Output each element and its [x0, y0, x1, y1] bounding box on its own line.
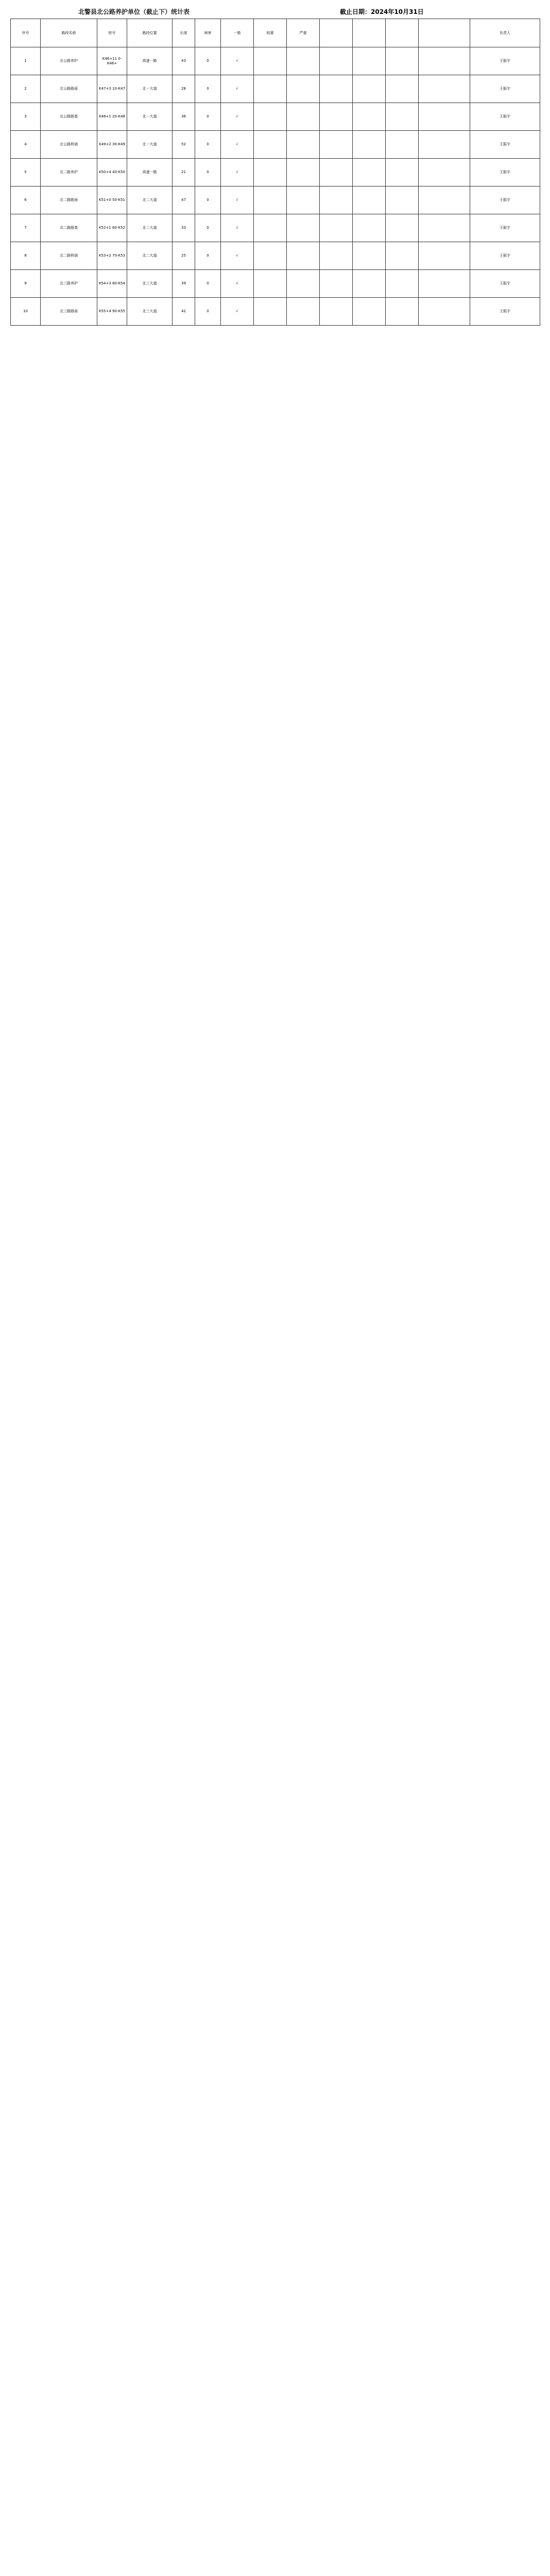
table-cell	[320, 103, 353, 131]
table-cell: 0	[195, 214, 221, 242]
table-cell	[320, 47, 353, 75]
table-row	[11, 298, 540, 326]
table-cell	[254, 131, 287, 159]
table-cell: 北三大道	[127, 270, 173, 298]
table-cell	[287, 242, 320, 270]
table-cell: 北二大道	[127, 214, 173, 242]
table-cell	[386, 47, 419, 75]
table-cell: √	[221, 242, 254, 270]
table-cell	[353, 131, 386, 159]
table-cell: 北三路路面	[41, 298, 97, 326]
col-header: 长度	[173, 19, 195, 47]
table-cell: √	[221, 131, 254, 159]
table-cell: 北一大道	[127, 103, 173, 131]
table-cell: 王振宇	[470, 131, 540, 159]
table-cell: 5	[11, 159, 41, 187]
table-cell: K49+2 30-K49	[97, 131, 127, 159]
table-cell	[353, 298, 386, 326]
table-cell: 王振宇	[470, 75, 540, 103]
col-header: 路段位置	[127, 19, 173, 47]
table-cell: √	[221, 159, 254, 187]
table-cell	[353, 159, 386, 187]
col-header	[386, 19, 419, 47]
table-cell: 北二路路面	[41, 187, 97, 214]
table-cell: 北公路路基	[41, 103, 97, 131]
table-cell: 39	[173, 270, 195, 298]
table-cell	[287, 270, 320, 298]
table-cell: 北二大道	[127, 187, 173, 214]
col-header: 严重	[287, 19, 320, 47]
table-cell	[320, 159, 353, 187]
table-cell	[386, 75, 419, 103]
col-header	[353, 19, 386, 47]
table-cell	[254, 214, 287, 242]
table-cell: 高速一路	[127, 159, 173, 187]
table-cell: 0	[195, 270, 221, 298]
table-cell	[320, 75, 353, 103]
col-header: 序号	[11, 19, 41, 47]
table-cell	[287, 47, 320, 75]
table-cell: 北二大道	[127, 242, 173, 270]
table-cell	[386, 242, 419, 270]
table-row	[11, 214, 540, 242]
table-cell: K51+0 50-K51	[97, 187, 127, 214]
table-cell	[386, 159, 419, 187]
table-cell	[254, 270, 287, 298]
table-cell: 王振宇	[470, 187, 540, 214]
table-cell: 北公路桥涵	[41, 131, 97, 159]
table-cell: 6	[11, 187, 41, 214]
table-cell: 0	[195, 187, 221, 214]
table-row	[11, 159, 540, 187]
table-cell: K48+1 20-K48	[97, 103, 127, 131]
table-cell	[419, 75, 470, 103]
table-cell	[353, 242, 386, 270]
table-cell: K53+2 70-K53	[97, 242, 127, 270]
table-cell	[419, 159, 470, 187]
table-cell: 7	[11, 214, 41, 242]
table-cell: 王振宇	[470, 103, 540, 131]
table-cell: 北一大道	[127, 131, 173, 159]
data-table	[10, 19, 540, 326]
table-cell	[254, 298, 287, 326]
table-cell	[287, 187, 320, 214]
table-cell: 42	[173, 298, 195, 326]
table-cell: K50+4 40-K50	[97, 159, 127, 187]
table-cell	[419, 103, 470, 131]
table-cell	[287, 214, 320, 242]
table-cell	[353, 187, 386, 214]
table-cell: 王振宇	[470, 159, 540, 187]
table-cell	[320, 214, 353, 242]
col-header: 一般	[221, 19, 254, 47]
table-cell	[353, 47, 386, 75]
table-cell	[287, 131, 320, 159]
table-cell: 北三大道	[127, 298, 173, 326]
table-cell: √	[221, 187, 254, 214]
table-cell: √	[221, 214, 254, 242]
table-cell	[419, 242, 470, 270]
table-cell	[386, 214, 419, 242]
table-cell: 0	[195, 242, 221, 270]
table-row	[11, 75, 540, 103]
col-header	[419, 19, 470, 47]
table-cell	[320, 270, 353, 298]
table-cell: 28	[173, 75, 195, 103]
table-cell	[353, 75, 386, 103]
table-cell: 8	[11, 242, 41, 270]
col-header	[320, 19, 353, 47]
table-cell: 高速一路	[127, 47, 173, 75]
table-cell: 王振宇	[470, 270, 540, 298]
table-cell: 1	[11, 47, 41, 75]
table-cell: K55+4 90-K55	[97, 298, 127, 326]
document-sheet	[10, 4, 540, 313]
table-cell: 0	[195, 159, 221, 187]
table-cell	[419, 214, 470, 242]
table-cell	[419, 131, 470, 159]
col-header: 路段名称	[41, 19, 97, 47]
table-cell: 王振宇	[470, 242, 540, 270]
table-cell	[287, 75, 320, 103]
table-cell	[287, 103, 320, 131]
table-cell: 北一大道	[127, 75, 173, 103]
table-cell: 10	[11, 298, 41, 326]
table-cell	[254, 159, 287, 187]
table-cell: 52	[173, 131, 195, 159]
table-cell: 北公路养护	[41, 47, 97, 75]
table-cell: 0	[195, 47, 221, 75]
col-header: 负责人	[470, 19, 540, 47]
table-row	[11, 270, 540, 298]
table-cell: √	[221, 75, 254, 103]
table-cell	[419, 270, 470, 298]
table-cell: 北公路路面	[41, 75, 97, 103]
table-cell	[419, 298, 470, 326]
table-cell	[320, 131, 353, 159]
table-cell: 北二路养护	[41, 159, 97, 187]
table-cell: 9	[11, 270, 41, 298]
table-row	[11, 242, 540, 270]
table-cell: 王振宇	[470, 47, 540, 75]
table-cell: 25	[173, 242, 195, 270]
table-cell	[419, 187, 470, 214]
table-row	[11, 103, 540, 131]
table-cell	[254, 187, 287, 214]
table-cell	[386, 103, 419, 131]
table-cell: 北二路路基	[41, 214, 97, 242]
table-cell: √	[221, 47, 254, 75]
table-cell: K52+1 60-K52	[97, 214, 127, 242]
table-cell: 4	[11, 131, 41, 159]
page-title: 北警县北公路养护单位（截止下）统计表	[78, 8, 190, 15]
table-cell	[386, 270, 419, 298]
table-cell	[353, 214, 386, 242]
table-cell	[386, 131, 419, 159]
table-cell: 王振宇	[470, 214, 540, 242]
table-cell: 2	[11, 75, 41, 103]
table-cell: 0	[195, 131, 221, 159]
table-cell: √	[221, 103, 254, 131]
table-cell: K47+3 10-K47	[97, 75, 127, 103]
table-cell	[320, 298, 353, 326]
table-cell: 33	[173, 214, 195, 242]
table-cell	[386, 298, 419, 326]
table-cell: 0	[195, 298, 221, 326]
table-cell: √	[221, 270, 254, 298]
table-cell: 21	[173, 159, 195, 187]
col-header: 病害	[195, 19, 221, 47]
table-cell: 0	[195, 103, 221, 131]
table-cell	[353, 270, 386, 298]
table-cell: K54+3 80-K54	[97, 270, 127, 298]
table-cell	[254, 75, 287, 103]
table-cell	[287, 298, 320, 326]
table-cell	[254, 47, 287, 75]
table-cell: 北三路养护	[41, 270, 97, 298]
table-cell	[386, 187, 419, 214]
table-cell: 北二路桥涵	[41, 242, 97, 270]
col-header: 较重	[254, 19, 287, 47]
table-header-row	[11, 19, 540, 47]
table-cell	[353, 103, 386, 131]
table-cell: √	[221, 298, 254, 326]
table-cell: 王振宇	[470, 298, 540, 326]
table-cell: K46+11 0-K46+	[97, 47, 127, 75]
title-line	[10, 4, 540, 19]
report-date: 截止日期：2024年10月31日	[340, 8, 424, 15]
table-cell	[320, 187, 353, 214]
col-header: 桩号	[97, 19, 127, 47]
table-cell: 0	[195, 75, 221, 103]
table-cell: 43	[173, 47, 195, 75]
table-cell	[254, 242, 287, 270]
table-cell	[419, 47, 470, 75]
table-cell	[254, 103, 287, 131]
table-body	[11, 47, 540, 326]
table-cell	[320, 242, 353, 270]
table-row	[11, 131, 540, 159]
table-cell	[287, 159, 320, 187]
table-cell: 36	[173, 103, 195, 131]
table-cell: 3	[11, 103, 41, 131]
table-row	[11, 47, 540, 75]
table-row	[11, 187, 540, 214]
table-cell: 47	[173, 187, 195, 214]
